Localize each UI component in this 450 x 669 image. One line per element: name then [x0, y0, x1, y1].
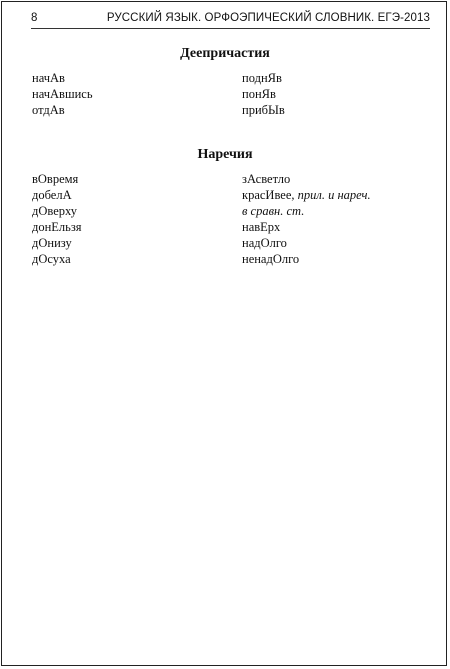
grammar-note: прил. и нареч.	[297, 188, 371, 202]
word-entry: донЕльзя	[32, 220, 82, 234]
word-entry: зАсветло	[242, 172, 291, 186]
word-entry: ненадОлго	[242, 252, 300, 266]
word-entry: понЯв	[242, 87, 276, 101]
word-entry: навЕрх	[242, 220, 281, 234]
word-entry: начАв	[32, 71, 65, 85]
running-title: РУССКИЙ ЯЗЫК. ОРФОЭПИЧЕСКИЙ СЛОВНИК. ЕГЭ-2013	[106, 12, 430, 24]
gerunds-left-column	[32, 70, 93, 118]
word-entry: поднЯв	[242, 71, 282, 85]
word-entry: вОвремя	[32, 172, 79, 186]
word-entry: дОнизу	[32, 236, 72, 250]
word-entry: добелА	[32, 188, 72, 202]
page-number: 8	[31, 12, 38, 24]
word-entry: надОлго	[242, 236, 287, 250]
page-header	[31, 8, 430, 29]
adverbs-right-column	[242, 171, 371, 267]
adverbs-left-column	[32, 171, 82, 267]
grammar-note-continued: в сравн. ст.	[242, 204, 305, 218]
section-title-adverbs: Наречия	[197, 147, 253, 162]
word-entry: красИвее,	[242, 188, 295, 202]
word-entry-with-note	[242, 187, 371, 203]
gerunds-right-column	[242, 70, 285, 118]
section-title-gerunds: Деепричастия	[180, 46, 270, 61]
word-entry: начАвшись	[32, 87, 93, 101]
word-entry: дОверху	[32, 204, 78, 218]
word-entry: прибЫв	[242, 103, 285, 117]
word-entry: дОсуха	[32, 252, 71, 266]
word-entry: отдАв	[32, 103, 65, 117]
